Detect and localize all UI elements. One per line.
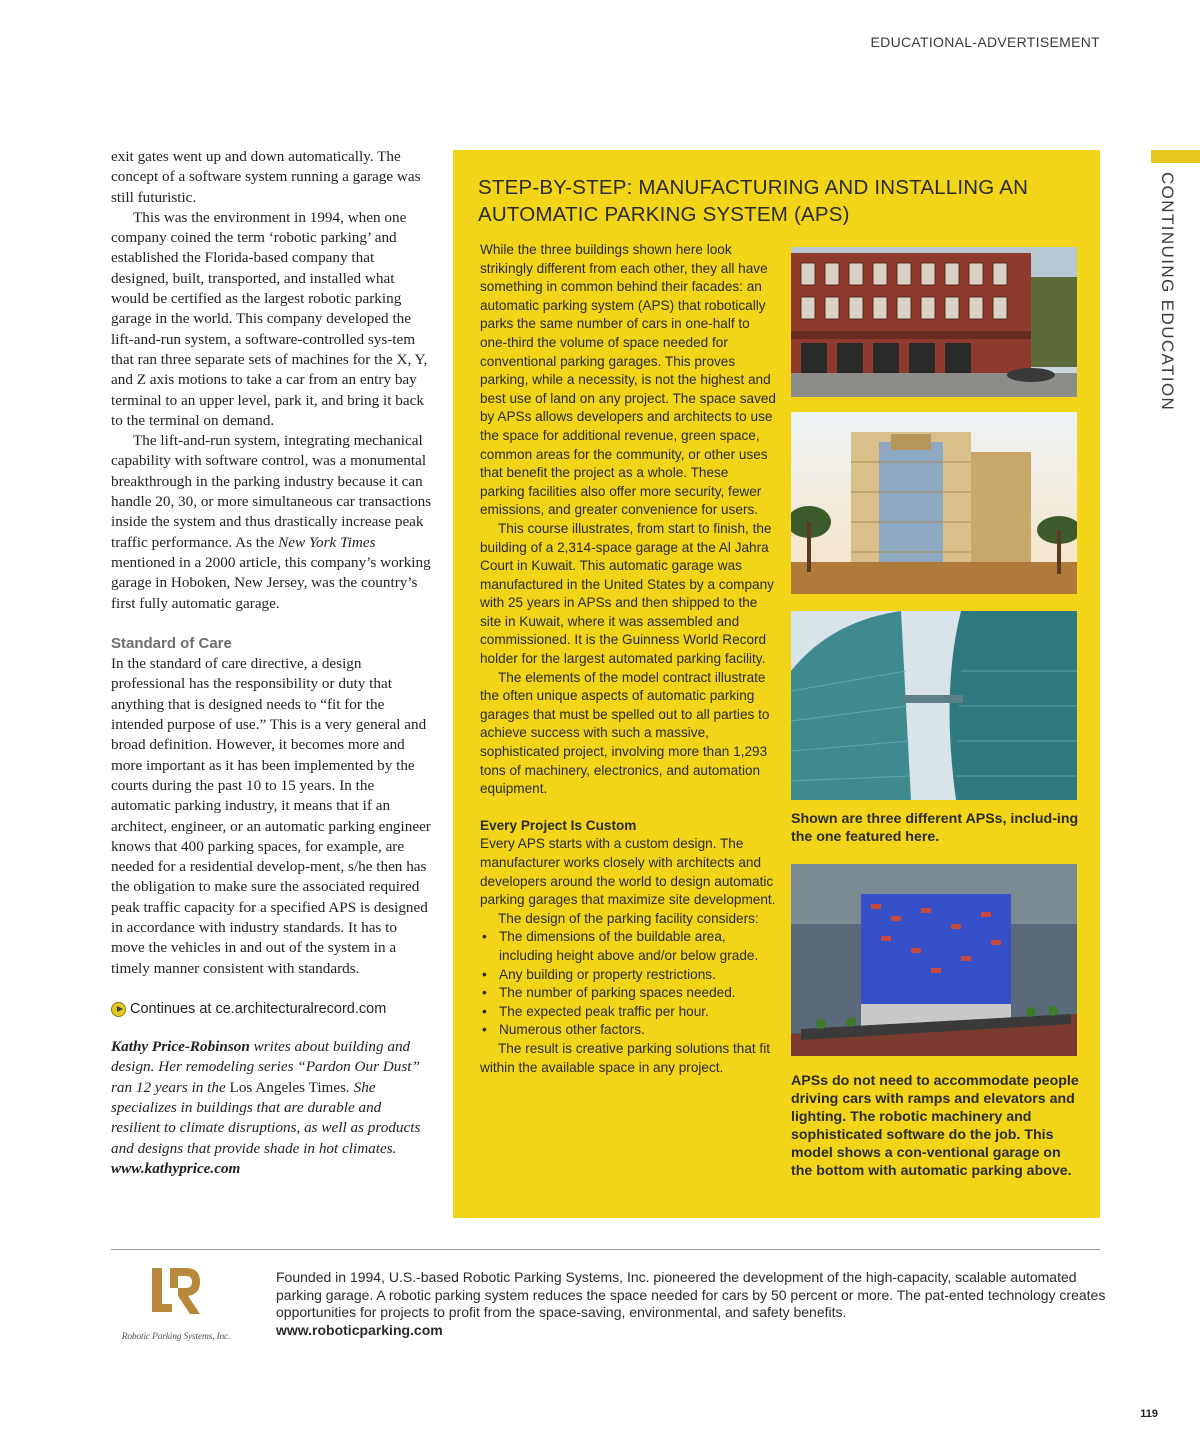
box-paragraph-5: The design of the parking facility considers: <box>498 910 759 926</box>
photo-garage-model <box>791 864 1077 1056</box>
footer-divider <box>111 1249 1100 1250</box>
continues-link-text[interactable]: Continues at ce.architecturalrecord.com <box>130 1000 387 1017</box>
considerations-list <box>480 928 776 1040</box>
company-description: Founded in 1994, U.S.-based Robotic Parking Systems, Inc. pioneered the development of the high-capacity, scalable automated parking garage. A robotic parking system reduces the space needed for cars by 50 percent or more. The pat-ented technology creates opportunities for projects to profit from the space-saving, environmental, and safety benefits. <box>276 1269 1106 1320</box>
list-item: • The dimensions of the buildable area, including height above and/or below grade. <box>480 928 776 965</box>
box-paragraph-6: The result is creative parking solutions that fit within the available space in any project. <box>480 1040 771 1075</box>
list-item: • Numerous other factors. <box>480 1021 776 1040</box>
photo-caption-1: Shown are three different APSs, includ-ing the one featured here. <box>791 811 1079 845</box>
list-item: • The number of parking spaces needed. <box>480 984 776 1003</box>
left-column <box>111 147 433 1179</box>
photo-caption-2: APSs do not need to accommodate people driving cars with ramps and elevators and lighting. The robotic machinery and sophisticated software do the job. This model shows a con-ventional garage on the bottom with automatic parking above. <box>791 1073 1079 1179</box>
left-paragraph-2: This was the environment in 1994, when one company coined the term ‘robotic parking’ and established the Florida-based company that designed, built, transported, and installed what would be certified as the largest robotic parking garage in the world. This company developed the lift-and-run system, a software-controlled sys-tem that ran three separate sets of machines for the X, Y, and Z axis motions to take a car from an entry bay terminal to an upper level, park it, and bring it back to the terminal on demand. <box>111 208 428 429</box>
box-paragraph-4: Every APS starts with a custom design. The manufacturer works closely with architects and developers around the world to design automatic parking garages that maximize site development. <box>480 836 776 908</box>
play-icon <box>111 1002 126 1017</box>
box-paragraph-3: The elements of the model contract illustrate the often unique aspects of automatic parking garages that must be spelled out to all parties to achieve success with such a massive, sophisticated project, involving more than 1,293 tons of machinery, electronics, and automation equipment. <box>480 669 770 797</box>
logo-caption: Robotic Parking Systems, Inc. <box>121 1332 231 1342</box>
photo-glass-towers <box>791 611 1077 800</box>
left-paragraph-3: The lift-and-run system, integrating mechanical capability with software control, was a monumental breakthrough in the parking industry because it can handle 20, 30, or more simultaneous car transactions inside the system and thus drastically increase peak traffic performance. As the New York Times mentioned in a 2000 article, this company’s working garage in Hoboken, New Jersey, was the country’s first fully automatic garage. <box>111 432 432 612</box>
footer-text <box>276 1269 1106 1339</box>
author-name: Kathy Price-Robinson <box>111 1038 250 1056</box>
author-bio: Kathy Price-Robinson writes about building and design. Her remodeling series “Pardon Our Dust” ran 12 years in the Los Angeles Times. She specializes in buildings that are durable and resilient to climate disruptions, as well as products and designs that provide shade in hot climates. www.kathyprice.com <box>111 1038 421 1177</box>
header-label: EDUCATIONAL-ADVERTISEMENT <box>870 34 1100 50</box>
box-text-column <box>480 241 776 1077</box>
every-project-heading: Every Project Is Custom <box>480 817 637 833</box>
author-url[interactable]: www.kathyprice.com <box>111 1159 241 1177</box>
photo-al-jahra-court <box>791 412 1077 594</box>
company-url[interactable]: www.roboticparking.com <box>276 1321 443 1338</box>
standard-of-care-heading: Standard of Care <box>111 634 232 652</box>
left-paragraph-4: In the standard of care directive, a design professional has the responsibility or duty that anything that is designed needs to “fit for the intended purpose of use.” This is a very general and broad definition. However, it becomes more and more important as it has been implemented by the courts during the past 10 to 15 years. In the automatic parking industry, it means that if an architect, engineer, or an automatic parking engineer knows that 400 parking spaces, for example, are needed for a residential develop-ment, s/he then has the obligation to make sure the associated required peak traffic capacity for a specified APS is designed in accordance with industry standards. It has to move the vehicles in and out of the system in a timely manner consistent with standards. <box>111 655 431 977</box>
list-item: • Any building or property restrictions. <box>480 966 776 985</box>
box-paragraph-2: This course illustrates, from start to finish, the building of a 2,314-space garage at the Al Jahra Court in Kuwait. This automatic garage was manufactured in the United States by a company with 25 years in APSs and then shipped to the site in Kuwait, where it was assembled and commissioned. It is the Guinness World Record holder for the largest automated parking facility. <box>480 520 774 667</box>
box-paragraph-1: While the three buildings shown here look strikingly different from each other, they all have something in common behind their facades: an automatic parking system (APS) that robotically parks the same number of cars in one-half to one-third the volume of space needed for conventional parking garages. This proves parking, while a necessity, is not the highest and best use of land on any project. The space saved by APSs allows developers and architects to use the space for additional revenue, green space, common areas for the community, or other uses that benefit the project as a whole. These parking facilities also offer more security, fewer emissions, and greater convenience for users. <box>480 242 776 518</box>
page-number: 119 <box>1140 1408 1158 1420</box>
section-tab-marker <box>1151 150 1200 163</box>
list-item: • The expected peak traffic per hour. <box>480 1003 776 1022</box>
continues-link[interactable] <box>111 999 433 1019</box>
la-times-title: Los Angeles Times <box>229 1078 347 1096</box>
photo-brick-garage <box>791 247 1077 397</box>
section-label: CONTINUING EDUCATION <box>1158 172 1177 412</box>
nyt-title: New York Times <box>278 533 376 551</box>
box-title: STEP-BY-STEP: MANUFACTURING AND INSTALLING AN AUTOMATIC PARKING SYSTEM (APS) <box>478 176 1029 226</box>
left-paragraph-1: exit gates went up and down automatically. The concept of a software system running a garage was still futuristic. <box>111 148 421 206</box>
